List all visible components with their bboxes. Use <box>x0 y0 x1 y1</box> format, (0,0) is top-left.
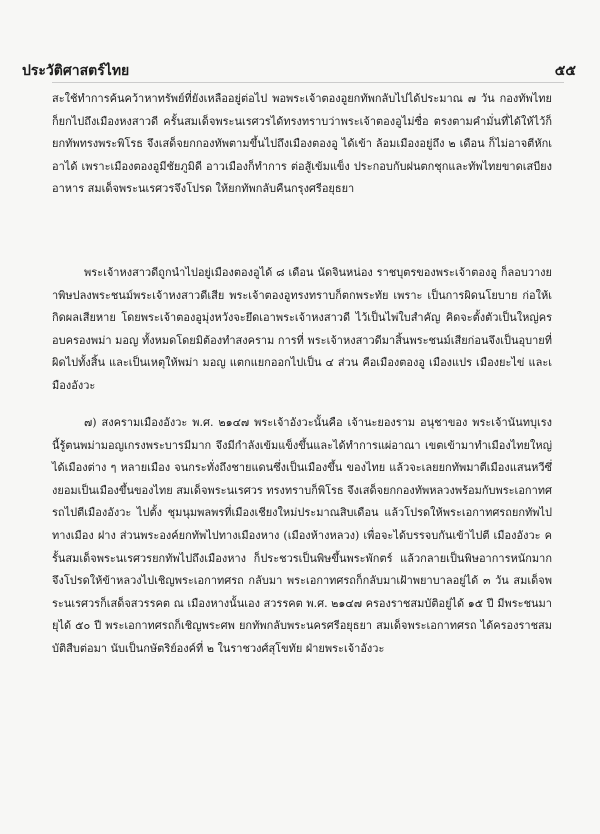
page-header <box>22 60 576 82</box>
running-title: ประวัติศาสตร์ไทย <box>22 63 130 79</box>
header-rule <box>52 82 564 83</box>
paragraph: ๗) สงครามเมืองอังวะ พ.ศ. ๒๑๔๗ พระเจ้าอังวะนั้นคือ เจ้านะยองราม อนุชาของ พระเจ้านันทบุเรง นี้รู้ตนพม่ามอญเกรงพระบารมีมาก จึงมีกำลังเข้มแข็งขึ้นและได้ทำการแผ่อาณา เขตเข้ามาทำเมืองไทยใหญ่ได้เมืองต่าง ๆ หลายเมือง จนกระทั่งถึงชายแดนซึ่งเป็นเมืองขึ้น ของไทย แล้วจะเลยยกทัพมาตีเมืองแสนหวีซึ่งยอมเป็นเมืองขึ้นของไทย สมเด็จพระนเรศวร ทรงทราบก็พิโรธ จึงเสด็จยกกองทัพหลวงพร้อมกับพระเอกาทศรถไปตีเมืองอังวะ ไปตั้ง ชุมนุมพลพรที่เมืองเชียงใหม่ประมาณสิบเดือน แล้วโปรดให้พระเอกาทศรถยกทัพไปทางเมือง ฝาง ส่วนพระองค์ยกทัพไปทางเมืองหาง (เมืองห้างหลวง) เพื่อจะได้บรรจบกันเข้าไปตี เมืองอังวะ ครั้นสมเด็จพระนเรศวรยกทัพไปถึงเมืองหาง ก็ประชวรเป็นพิษขึ้นพระพักตร์ แล้วกลายเป็นพิษอาการหนักมาก จึงโปรดให้ข้าหลวงไปเชิญพระเอกาทศรถ กลับมา พระเอกาทศรถก็กลับมาเฝ้าพยาบาลอยู่ได้ ๓ วัน สมเด็จพระนเรศวรก็เสด็จสวรรคต ณ เมืองหางนั้นเอง สวรรคต พ.ศ. ๒๑๔๗ ครองราชสมบัติอยู่ได้ ๑๕ ปี มีพระชนมายุได้ ๕๐ ปี พระเอกาทศรถก็เชิญพระศพ ยกทัพกลับพระนครศรีอยุธยา สมเด็จพระเอกาทศรถ ได้ครองราชสมบัติสืบต่อมา นับเป็นกษัตริย์องค์ที่ ๒ ในราชวงศ์สุโขทัย ฝ่ายพระเจ้าอังวะ <box>52 416 552 655</box>
page-number: ๕๕ <box>554 63 576 79</box>
paragraph: พระเจ้าหงสาวดีถูกนำไปอยู่เมืองตองอูได้ ๘ เดือน นัดจินหน่อง ราชบุตรของพระเจ้าตองอู ก็ลอบวางยาพิษปลงพระชนม์พระเจ้าหงสาวดีเสีย พระเจ้าตองอูทรงทราบก็ตกพระทัย เพราะ เป็นการผิดนโยบาย ก่อให้เกิดผลเสียหาย โดยพระเจ้าตองอูมุ่งหวังจะยึดเอาพระเจ้าหงสาวดี ไว้เป็นไพ่ใบสำคัญ คิดจะตั้งตัวเป็นใหญ่ครอบครองพม่า มอญ ทั้งหมดโดยมิต้องทำสงคราม การที่ พระเจ้าหงสาวดีมาสิ้นพระชนม์เสียก่อนจึงเป็นอุบายที่ผิดไปทั้งสิ้น และเป็นเหตุให้พม่า มอญ แตกแยกออกไปเป็น ๔ ส่วน คือเมืองตองอู เมืองแปร เมืองยะไข่ และเมืองอังวะ <box>52 266 552 392</box>
paragraph: สะใช้ทำการค้นคว้าหาทรัพย์ที่ยังเหลืออยู่ต่อไป พอพระเจ้าตองอูยกทัพกลับไปได้ประมาณ ๗ วัน กองทัพไทยก็ยกไปถึงเมืองหงสาวดี ครั้นสมเด็จพระนเรศวรได้ทรงทราบว่าพระเจ้าตองอูไม่ซื่อ ตรงตามคำมั่นที่ได้ให้ไว้ก็ยกทัพทรงพระพิโรธ จึงเสด็จยกกองทัพตามขึ้นไปถึงเมืองตองอู ได้เข้า ล้อมเมืองอยู่ถึง ๒ เดือน ก็ไม่อาจตีหักเอาได้ เพราะเมืองตองอูมีชัยภูมิดี อาวเมืองก็ทำการ ต่อสู้เข้มแข็ง ประกอบกับฝนตกชุกและทัพไทยขาดเสบียงอาหาร สมเด็จพระนเรศวรจึงโปรด ให้ยกทัพกลับคืนกรุงศรีอยุธยา <box>52 92 552 196</box>
